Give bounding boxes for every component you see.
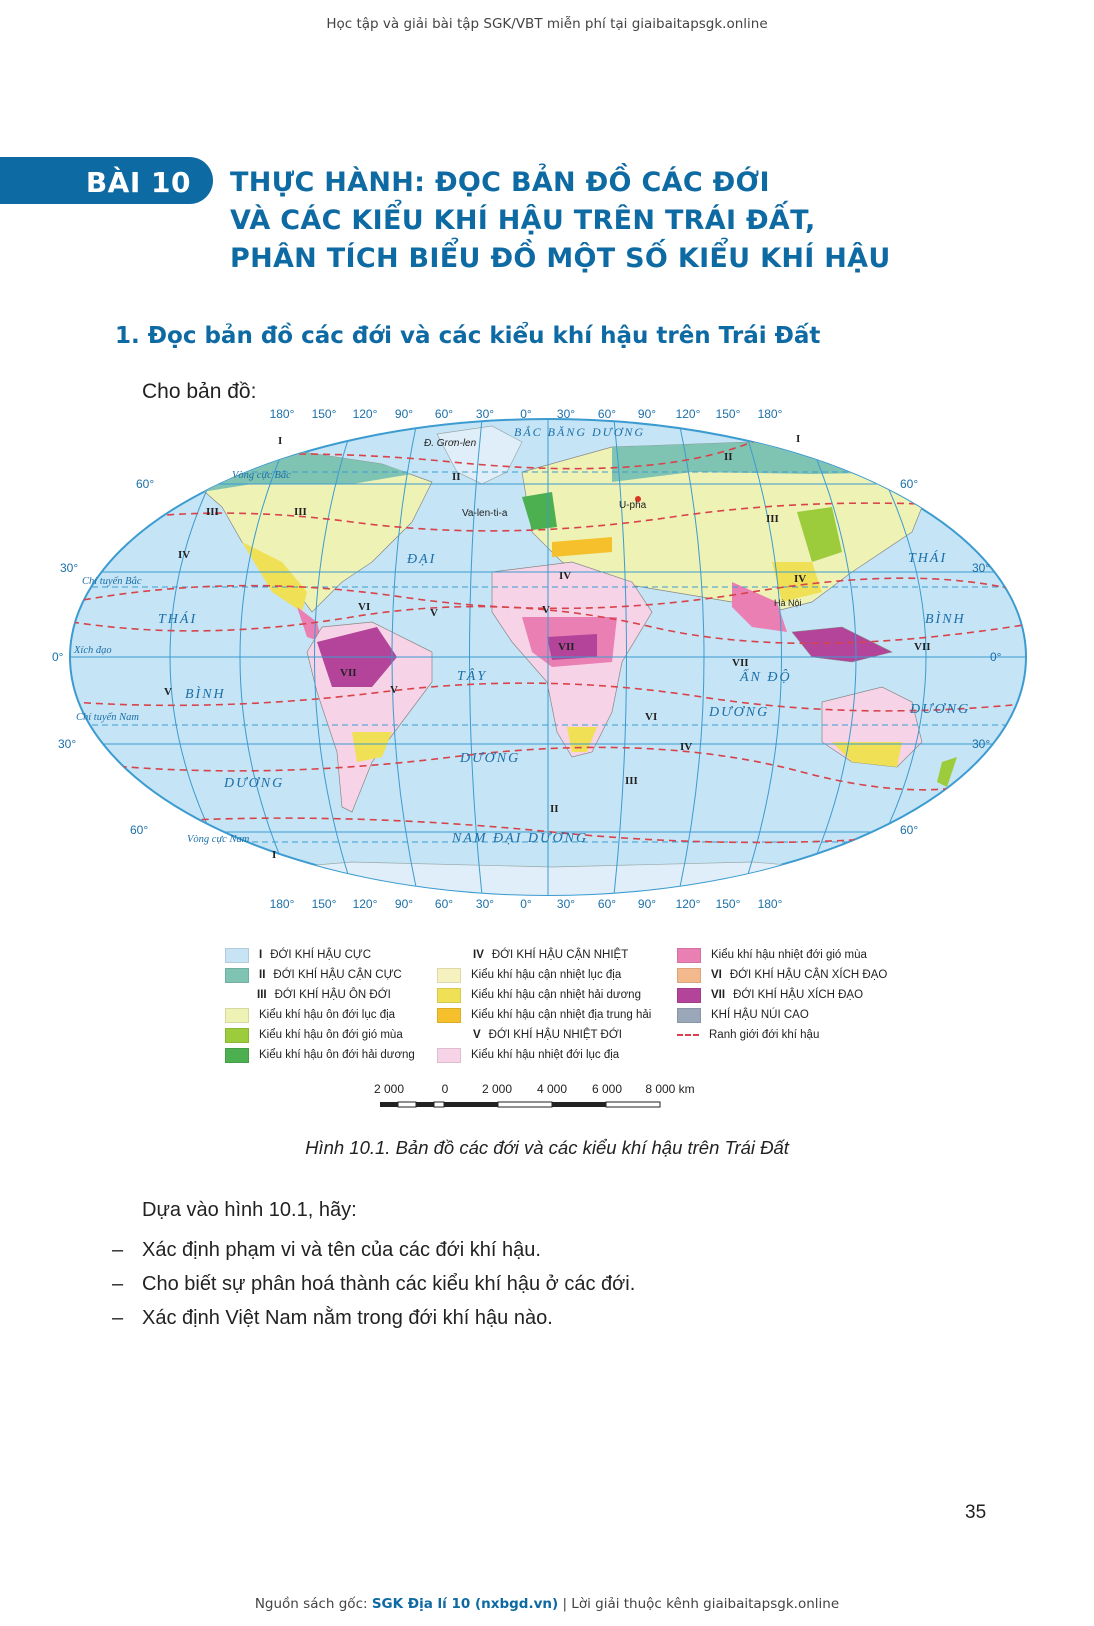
- legend-label: ĐỚI KHÍ HẬU CỰC: [270, 949, 372, 961]
- zone-numeral: II: [452, 471, 461, 483]
- legend-item: [677, 987, 863, 1003]
- task-text: Cho biết sự phân hoá thành các kiểu khí hậu ở các đới.: [142, 1272, 636, 1295]
- task-item: [112, 1267, 635, 1301]
- footer-suffix: | Lời giải thuộc kênh giaibaitapsgk.online: [558, 1596, 840, 1612]
- footer-prefix: Nguồn sách gốc:: [254, 1596, 372, 1612]
- equator-label: Xích đạo: [74, 645, 112, 656]
- southern-ocean-label: NAM ĐẠI DƯƠNG: [452, 831, 589, 846]
- atlantic-ocean-label: ĐẠI: [407, 552, 437, 567]
- lat-label-right: 30°: [972, 561, 991, 575]
- legend-label: Ranh giới đới khí hậu: [709, 1029, 820, 1041]
- lat-label-left: 60°: [130, 823, 149, 837]
- lon-label-top: 90°: [637, 407, 657, 421]
- lon-label-bottom: 60°: [597, 897, 617, 911]
- lon-label-bottom: 120°: [675, 897, 701, 911]
- zone-numeral: IV: [794, 573, 807, 585]
- legend-swatch: [225, 968, 249, 983]
- legend-swatch: [677, 988, 701, 1003]
- legend-swatch: [225, 1048, 249, 1063]
- legend-item: [225, 1027, 403, 1043]
- lon-label-top: 30°: [475, 407, 495, 421]
- lon-label-bottom: 30°: [556, 897, 576, 911]
- lat-label-right: 60°: [900, 823, 919, 837]
- zone-numeral: VII: [340, 667, 357, 679]
- task-list: [112, 1233, 635, 1335]
- lon-label-bottom: 120°: [352, 897, 378, 911]
- lon-label-bottom: 0°: [520, 897, 532, 911]
- footer-source-link[interactable]: SGK Địa lí 10 (nxbgd.vn): [371, 1596, 559, 1612]
- legend-item: [677, 1027, 819, 1043]
- task-dash: –: [112, 1238, 124, 1261]
- legend-item: [437, 1047, 619, 1063]
- legend-code: II: [259, 969, 266, 981]
- legend-item: [257, 987, 391, 1003]
- atlantic-ocean-label: DƯƠNG: [460, 751, 521, 766]
- legend-code: VII: [711, 989, 726, 1001]
- zone-numeral: III: [625, 775, 638, 787]
- legend-swatch: [437, 988, 461, 1003]
- legend-code: III: [257, 989, 267, 1001]
- antarctica-shape: [112, 862, 992, 932]
- zone-numeral: III: [766, 513, 779, 525]
- indian-ocean-label: ẤN ĐỘ: [740, 670, 792, 685]
- scale-label: 6 000: [591, 1082, 623, 1096]
- legend-label: ĐỚI KHÍ HẬU NHIỆT ĐỚI: [488, 1029, 622, 1041]
- zone-numeral: VII: [558, 641, 575, 653]
- zone-numeral: VII: [732, 657, 749, 669]
- lon-label-bottom: 90°: [394, 897, 414, 911]
- legend-swatch: [677, 1008, 701, 1023]
- legend-code: V: [473, 1029, 481, 1041]
- legend-swatch: [225, 1028, 249, 1043]
- lon-label-top: 90°: [394, 407, 414, 421]
- lesson-badge: [0, 157, 213, 204]
- lon-label-bottom: 30°: [475, 897, 495, 911]
- lon-label-top: 180°: [269, 407, 295, 421]
- zone-numeral: I: [272, 849, 277, 861]
- zone-numeral: VI: [358, 601, 371, 613]
- lon-label-top: 150°: [311, 407, 337, 421]
- page-number: 35: [965, 1502, 987, 1523]
- task-dash: –: [112, 1272, 124, 1295]
- arctic-ocean-label: BẮC BĂNG DƯƠNG: [514, 425, 646, 439]
- zone-numeral: III: [294, 506, 307, 518]
- legend-item: [437, 967, 621, 983]
- lon-label-bottom: 150°: [311, 897, 337, 911]
- task-item: [112, 1233, 635, 1267]
- lon-label-bottom: 150°: [715, 897, 741, 911]
- pacific-ocean-label: DƯƠNG: [224, 776, 285, 791]
- zone-numeral: II: [550, 803, 559, 815]
- scale-label: 2 000: [373, 1082, 405, 1096]
- scale-label: 0: [441, 1082, 449, 1096]
- scale-bar-segments: [380, 1102, 660, 1107]
- lon-label-top: 150°: [715, 407, 741, 421]
- lon-label-bottom: 180°: [269, 897, 295, 911]
- legend-swatch: [225, 948, 249, 963]
- legend-label: Kiểu khí hậu cận nhiệt địa trung hải: [471, 1009, 652, 1021]
- atlantic-ocean-label: TÂY: [457, 669, 488, 684]
- legend-label: Kiểu khí hậu ôn đới hải dương: [259, 1049, 415, 1061]
- figure-caption: Hình 10.1. Bản đồ các đới và các kiểu khí hậu trên Trái Đất: [305, 1137, 789, 1158]
- task-intro: Dựa vào hình 10.1, hãy:: [142, 1199, 357, 1221]
- tropic-capricorn-label: Chí tuyến Nam: [76, 712, 139, 723]
- lon-label-top: 60°: [434, 407, 454, 421]
- scale-label: 8 000 km: [645, 1082, 695, 1096]
- zone-numeral: III: [206, 506, 219, 518]
- zone-numeral: IV: [559, 570, 572, 582]
- lat-label-left: 0°: [52, 650, 64, 664]
- scale-bar: [373, 1080, 720, 1120]
- legend-label: Kiểu khí hậu ôn đới lục địa: [259, 1009, 396, 1021]
- lat-label-left: 60°: [136, 477, 155, 491]
- lat-label-right: 30°: [972, 737, 991, 751]
- legend-item: [437, 1007, 651, 1023]
- lon-label-bottom: 180°: [757, 897, 783, 911]
- legend-label: Kiểu khí hậu nhiệt đới gió mùa: [711, 949, 867, 961]
- task-text: Xác định phạm vi và tên của các đới khí hậu.: [142, 1238, 541, 1261]
- legend-swatch: [437, 968, 461, 983]
- lesson-title-line: PHÂN TÍCH BIỂU ĐỒ MỘT SỐ KIỂU KHÍ HẬU: [230, 243, 891, 274]
- task-dash: –: [112, 1306, 124, 1329]
- valentia-label: Va-len-ti-a: [462, 508, 508, 519]
- zone-numeral: IV: [680, 741, 693, 753]
- pacific-ocean-label: THÁI: [908, 551, 948, 566]
- legend-code: IV: [473, 949, 484, 961]
- hanoi-label: Hà Nội: [774, 598, 802, 608]
- arctic-circle-label: Vòng cực Bắc: [232, 470, 291, 481]
- zone-numeral: V: [164, 686, 172, 698]
- legend-item: [677, 1007, 809, 1023]
- lon-label-bottom: 90°: [637, 897, 657, 911]
- legend-item: [677, 967, 887, 983]
- legend-boundary-line: [677, 1034, 699, 1036]
- pacific-ocean-label: BÌNH: [925, 612, 966, 627]
- indian-ocean-label: DƯƠNG: [709, 705, 770, 720]
- zone-numeral: IV: [178, 549, 191, 561]
- ufa-label: U-pha: [619, 500, 647, 511]
- legend-item: [473, 1027, 622, 1043]
- zone-numeral: VII: [914, 641, 931, 653]
- legend-swatch: [677, 948, 701, 963]
- tropic-cancer-label: Chí tuyến Bắc: [82, 576, 142, 587]
- task-item: [112, 1301, 635, 1335]
- legend-item: [677, 947, 867, 963]
- legend-label: Kiểu khí hậu cận nhiệt hải dương: [471, 989, 641, 1001]
- pacific-ocean-label: THÁI: [158, 612, 198, 627]
- footer: [0, 1596, 1094, 1612]
- lesson-title-line: VÀ CÁC KIỂU KHÍ HẬU TRÊN TRÁI ĐẤT,: [230, 205, 816, 236]
- legend-label: ĐỚI KHÍ HẬU CẬN CỰC: [273, 969, 402, 981]
- legend-swatch: [437, 1048, 461, 1063]
- lat-label-left: 30°: [58, 737, 77, 751]
- legend-label: Kiểu khí hậu cận nhiệt lục địa: [471, 969, 622, 981]
- header-note: Học tập và giải bài tập SGK/VBT miễn phí tại giaibaitapsgk.online: [326, 16, 768, 32]
- legend-swatch: [677, 968, 701, 983]
- legend-swatch: [437, 1008, 461, 1023]
- pacific-ocean-label: DƯƠNG: [910, 702, 971, 717]
- pacific-ocean-label: BÌNH: [185, 687, 226, 702]
- legend-label: ĐỚI KHÍ HẬU CẬN XÍCH ĐẠO: [729, 969, 888, 981]
- zone-numeral: VI: [645, 711, 658, 723]
- climate-zone-map: [52, 407, 1044, 932]
- legend-label: ĐỚI KHÍ HẬU CẬN NHIỆT: [491, 949, 629, 961]
- scale-label: 2 000: [481, 1082, 513, 1096]
- legend-item: [473, 947, 628, 963]
- scale-label: 4 000: [536, 1082, 568, 1096]
- section-heading: 1. Đọc bản đồ các đới và các kiểu khí hậu trên Trái Đất: [115, 323, 821, 349]
- zone-numeral: V: [390, 684, 398, 696]
- legend-item: [225, 967, 402, 983]
- lon-label-top: 180°: [757, 407, 783, 421]
- legend-code: I: [259, 949, 263, 961]
- zone-numeral: V: [542, 604, 550, 616]
- lat-label-left: 30°: [60, 561, 79, 575]
- lon-label-top: 120°: [352, 407, 378, 421]
- legend-item: [437, 987, 641, 1003]
- zone-numeral: I: [796, 433, 801, 445]
- task-text: Xác định Việt Nam nằm trong đới khí hậu nào.: [142, 1306, 553, 1329]
- legend-code: VI: [711, 969, 722, 981]
- lesson-badge-label: BÀI 10: [85, 166, 191, 199]
- lon-label-top: 30°: [556, 407, 576, 421]
- greenland-label: Đ. Grơn-len: [424, 438, 477, 449]
- legend-label: Kiểu khí hậu ôn đới gió mùa: [259, 1029, 403, 1041]
- lat-label-right: 0°: [990, 650, 1002, 664]
- legend-item: [225, 947, 371, 963]
- legend-label: Kiểu khí hậu nhiệt đới lục địa: [471, 1049, 620, 1061]
- lon-label-top: 60°: [597, 407, 617, 421]
- zone-numeral: II: [724, 451, 733, 463]
- lon-label-top: 120°: [675, 407, 701, 421]
- legend-item: [225, 1007, 395, 1023]
- antarctic-circle-label: Vòng cực Nam: [187, 834, 250, 845]
- legend-label: ĐỚI KHÍ HẬU XÍCH ĐẠO: [733, 989, 864, 1001]
- lesson-title-line: THỰC HÀNH: ĐỌC BẢN ĐỒ CÁC ĐỚI: [230, 167, 770, 198]
- map-legend: [225, 947, 965, 1072]
- map-intro-text: Cho bản đồ:: [142, 380, 257, 403]
- zone-numeral: I: [278, 435, 283, 447]
- legend-swatch: [225, 1008, 249, 1023]
- legend-label: KHÍ HẬU NÚI CAO: [711, 1009, 809, 1021]
- zone-numeral: V: [430, 607, 438, 619]
- lon-label-bottom: 60°: [434, 897, 454, 911]
- legend-label: ĐỚI KHÍ HẬU ÔN ĐỚI: [274, 989, 391, 1001]
- lat-label-right: 60°: [900, 477, 919, 491]
- lesson-title: [230, 164, 1030, 278]
- legend-item: [225, 1047, 415, 1063]
- lon-label-top: 0°: [520, 407, 532, 421]
